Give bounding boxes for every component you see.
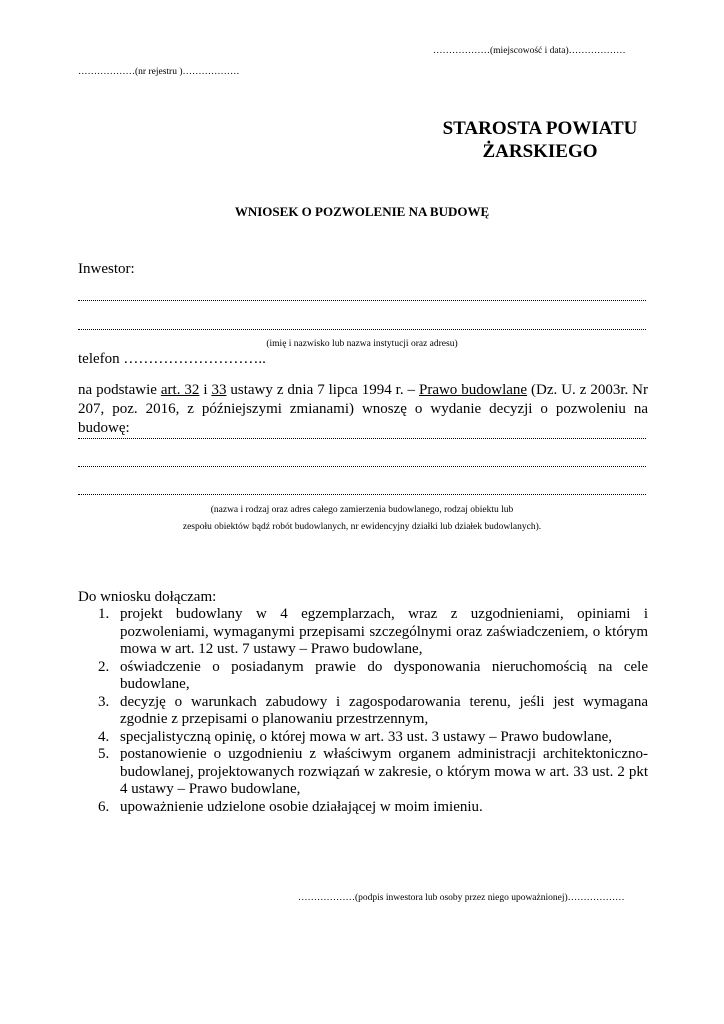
registry-label: (nr rejestru ) bbox=[135, 67, 183, 77]
item-number: 6. bbox=[98, 798, 110, 815]
form-title: WNIOSEK O POZWOLENIE NA BUDOWĘ bbox=[234, 204, 490, 219]
signature-dots-right: ……………… bbox=[567, 893, 625, 903]
art-32-link[interactable]: art. 32 bbox=[160, 382, 200, 398]
project-line-2[interactable] bbox=[78, 466, 646, 467]
request-prefix: na podstawie bbox=[78, 382, 161, 398]
place-date-dots-left: ……………… bbox=[433, 46, 490, 56]
item-text: projekt budowlany w 4 egzemplarzach, wraz z uzgodnieniami, opiniami i pozwoleniami, wymaganymi przepisami szczególnymi oraz zaświadczeniem, o którym mowa w art. 12 ust. 7 ustawy – Prawo budowlane, bbox=[120, 606, 648, 657]
addressee-block bbox=[420, 117, 660, 163]
signature-label: (podpis inwestora lub osoby przez niego upoważnionej) bbox=[355, 893, 568, 903]
list-item bbox=[98, 728, 648, 747]
phone-field[interactable] bbox=[78, 350, 266, 369]
item-text: postanowienie o uzgodnieniu z właściwym organem administracji architektoniczno-budowlanej, projektowanych rozwiązań w zakresie, o którym mowa w art. 33 ust. 2 pkt 4 ustawy – Prawo budowlane, bbox=[120, 746, 648, 797]
item-number: 1. bbox=[98, 606, 110, 622]
signature-field[interactable] bbox=[298, 893, 625, 903]
phone-label: telefon bbox=[78, 351, 120, 367]
item-number: 4. bbox=[98, 728, 110, 745]
item-text: upoważnienie udzielone osobie działającej w moim imieniu. bbox=[120, 798, 483, 815]
phone-dots: ……………………….. bbox=[123, 351, 266, 367]
list-item bbox=[98, 658, 648, 694]
art-33-link[interactable]: 33 bbox=[211, 382, 227, 398]
item-text: oświadczenie o posiadanym prawie do dysponowania nieruchomością na cele budowlane, bbox=[120, 658, 648, 692]
list-item bbox=[98, 693, 648, 729]
request-and: i bbox=[199, 382, 212, 398]
list-item bbox=[98, 798, 648, 817]
project-line-3[interactable] bbox=[78, 494, 646, 495]
law-name-link[interactable]: Prawo budowlane bbox=[418, 382, 528, 398]
project-hint-end: . bbox=[538, 522, 542, 532]
registry-dots-left: ……………… bbox=[78, 67, 135, 77]
registry-number-field[interactable] bbox=[78, 67, 239, 77]
place-date-label: (miejscowość i data) bbox=[490, 46, 569, 56]
item-number: 3. bbox=[98, 693, 110, 710]
request-paragraph bbox=[78, 381, 648, 438]
request-middle: ustawy z dnia 7 lipca 1994 r. – bbox=[226, 382, 419, 398]
attachments-heading: Do wniosku dołączam: bbox=[78, 589, 217, 605]
item-number: 2. bbox=[98, 658, 110, 675]
investor-line-1[interactable] bbox=[78, 300, 646, 301]
investor-line-2[interactable] bbox=[78, 329, 646, 330]
attachments-list bbox=[78, 606, 648, 816]
investor-hint: (imię i nazwisko lub nazwa instytucji oraz adresu) bbox=[266, 339, 458, 349]
signature-dots-left: ……………… bbox=[298, 893, 355, 903]
investor-label: Inwestor: bbox=[78, 261, 135, 277]
item-text: specjalistyczną opinię, o której mowa w art. 33 ust. 3 ustawy – Prawo budowlane, bbox=[120, 728, 612, 745]
project-line-1[interactable] bbox=[78, 438, 646, 439]
item-number: 5. bbox=[98, 746, 110, 762]
project-hint-line-1: (nazwa i rodzaj oraz adres całego zamierzenia budowlanego, rodzaj obiektu lub bbox=[210, 505, 514, 515]
project-hint-text: zespołu obiektów bądź robót budowlanych, nr ewidencyjny działki lub działek budowlanych) bbox=[182, 522, 539, 532]
list-item bbox=[98, 606, 648, 659]
registry-dots-right: ……………… bbox=[182, 67, 240, 77]
addressee-line-1: STAROSTA POWIATU bbox=[442, 118, 638, 139]
project-hint-line-2 bbox=[0, 522, 724, 532]
request-suffix: (Dz. U. z 2003r. Nr 207, poz. 2016, z późniejszymi zmianami) wnoszę o wydanie decyzji o pozwoleniu na budowę: bbox=[78, 382, 649, 436]
item-text: decyzję o warunkach zabudowy i zagospodarowania terenu, jeśli jest wymagana zgodnie z przepisami o planowaniu przestrzennym, bbox=[120, 693, 648, 727]
place-date-field[interactable] bbox=[433, 46, 626, 56]
list-item bbox=[98, 746, 648, 799]
addressee-line-2: ŻARSKIEGO bbox=[482, 141, 598, 162]
place-date-dots-right: ……………… bbox=[568, 46, 626, 56]
